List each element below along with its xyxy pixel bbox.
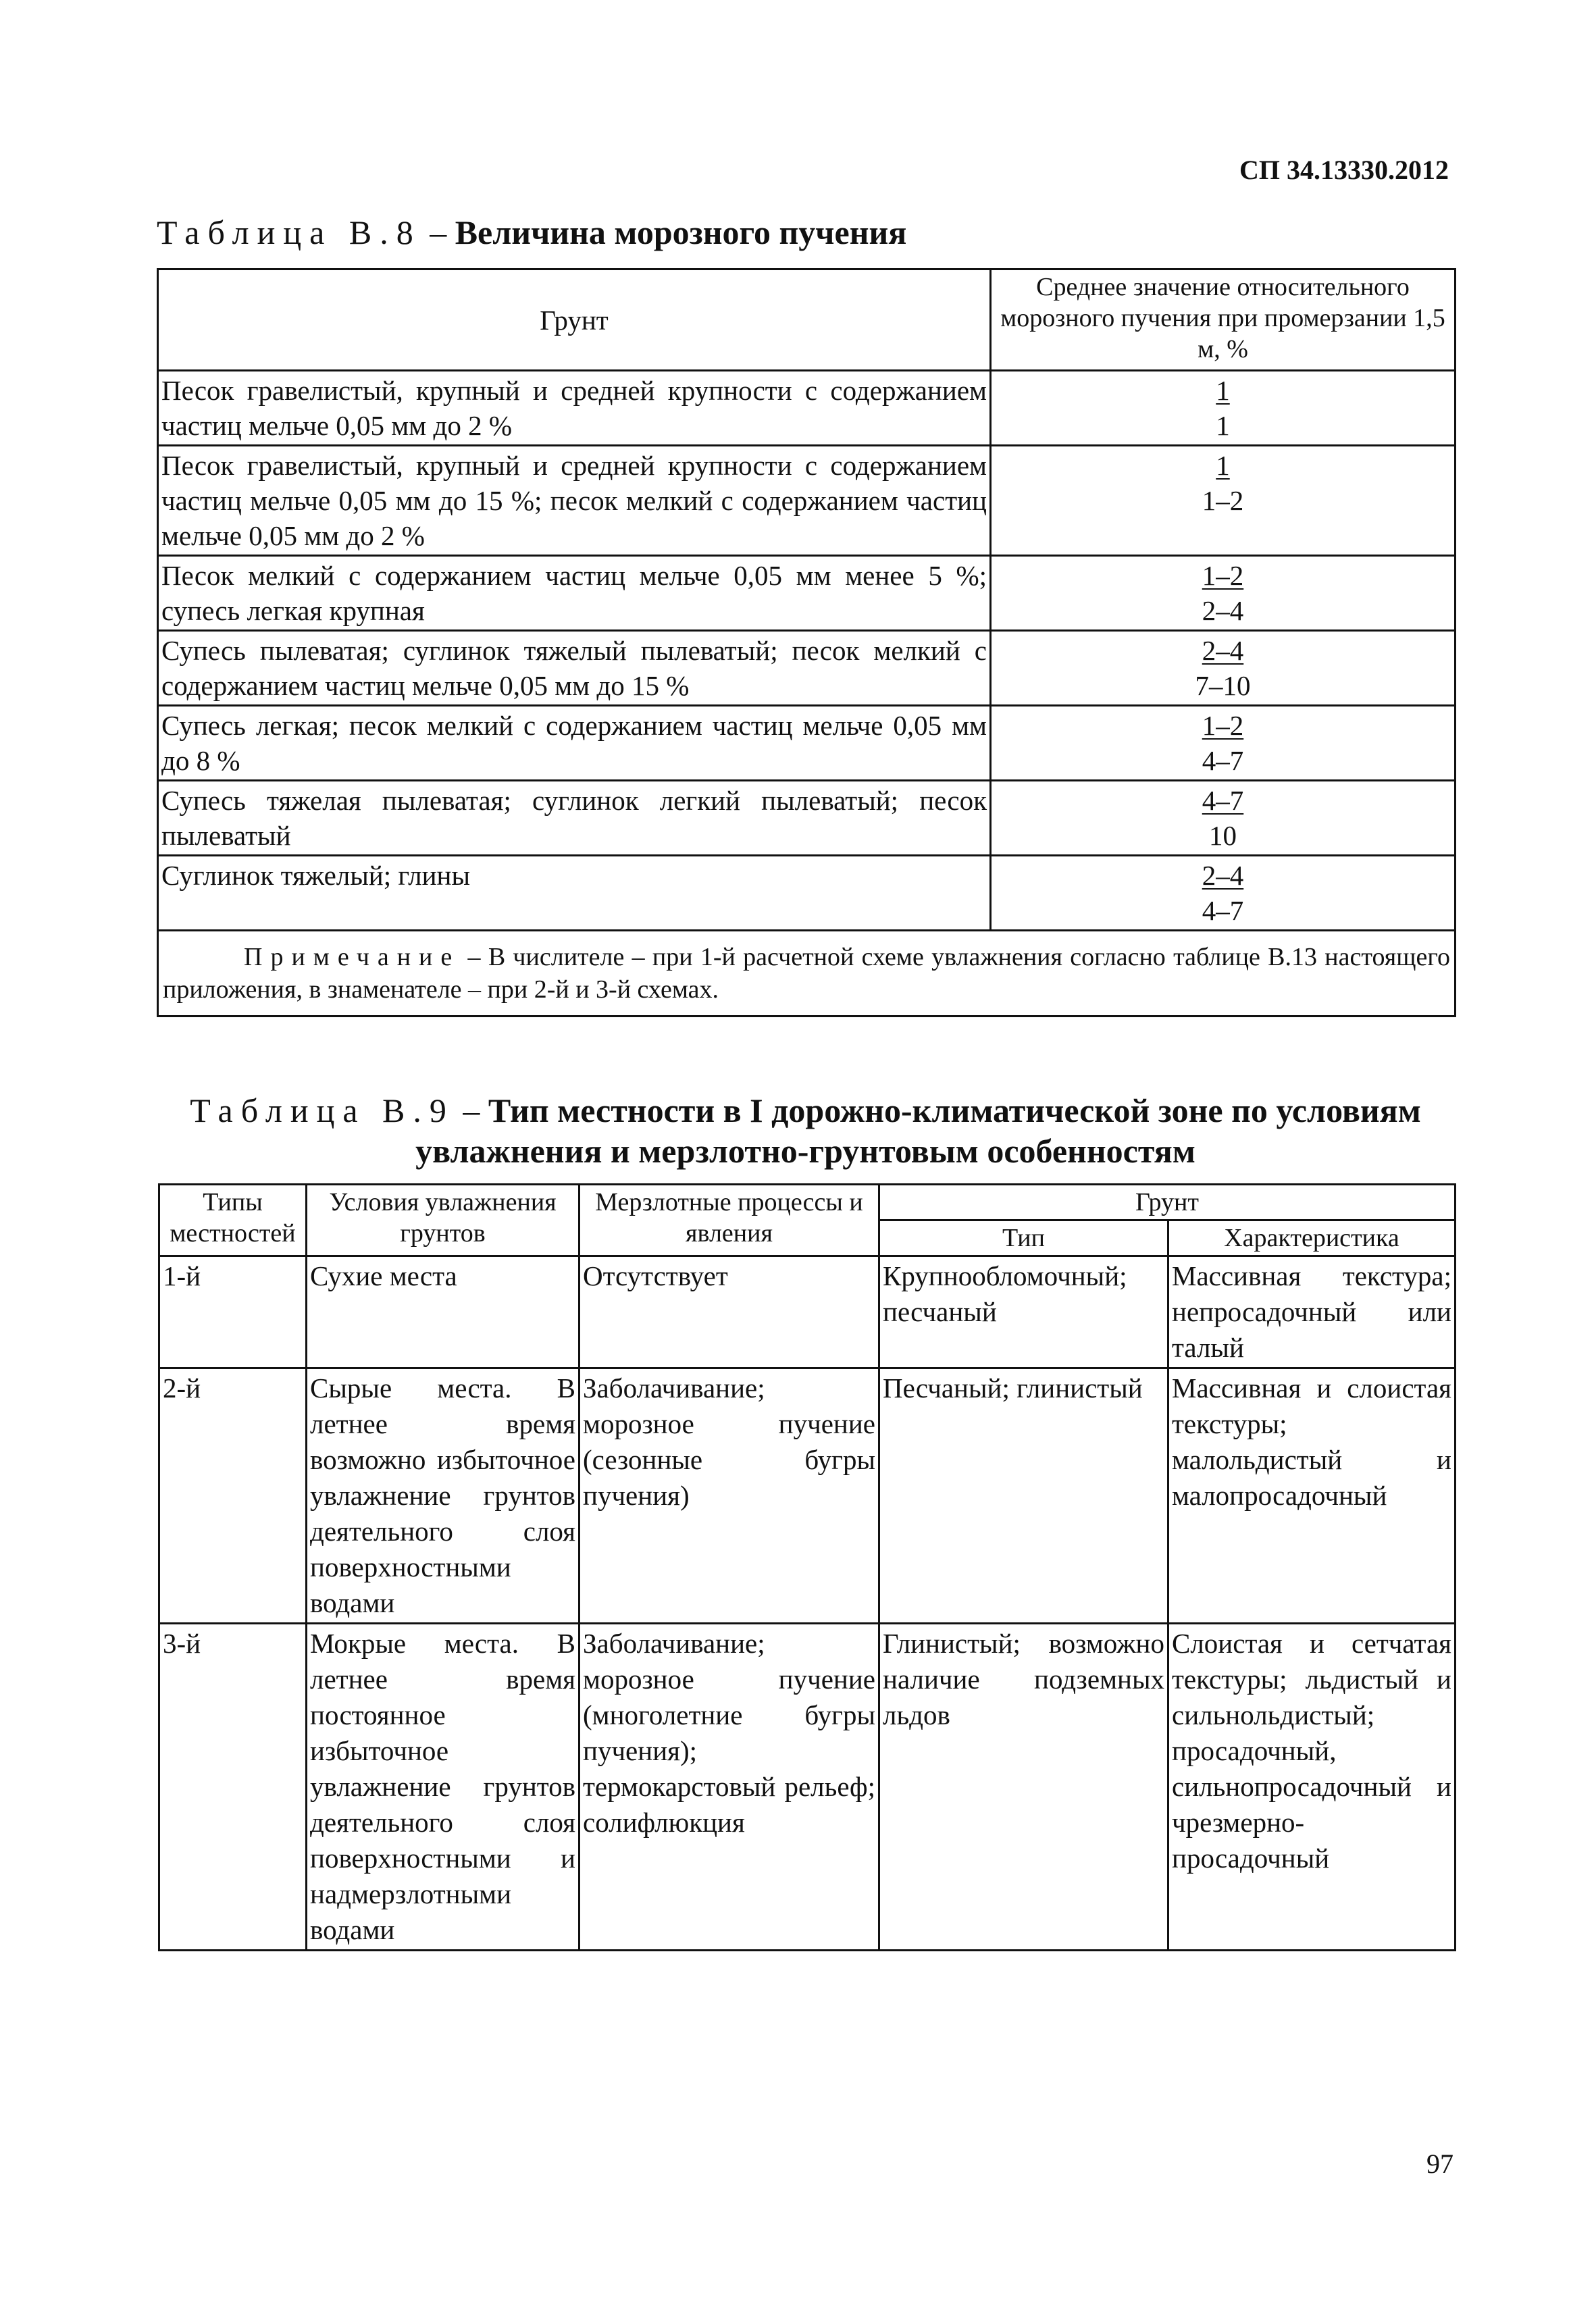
- value-cell: [991, 856, 1456, 931]
- header-frost: Мерзлотные процессы и явления: [580, 1185, 879, 1256]
- table-row: [158, 556, 1456, 631]
- value-cell: [991, 556, 1456, 631]
- fraction-numerator: 4–7: [1202, 785, 1244, 816]
- note-label: Примечание: [244, 943, 461, 971]
- table-row: [158, 856, 1456, 931]
- table-header-row: [158, 269, 1456, 371]
- table-row: [158, 706, 1456, 781]
- page-number: 97: [1426, 2149, 1453, 2179]
- header-soil: Грунт: [879, 1185, 1456, 1220]
- soil-char-cell: Слоистая и сетчатая текстуры; льдистый и сильнольдистый; просадочный, сильнопросадочный и чрезмерно-просадочный: [1168, 1624, 1456, 1951]
- header-type: Типы местностей: [159, 1185, 307, 1256]
- header-soil: Грунт: [158, 269, 991, 371]
- table-note: [158, 931, 1456, 1017]
- table-8-label: Таблица В.8: [157, 213, 421, 251]
- table-header-row: [159, 1185, 1456, 1220]
- fraction-denominator: 7–10: [1195, 670, 1251, 701]
- fraction-denominator: 4–7: [1202, 745, 1244, 776]
- soil-type-cell: Крупнообломочный; песчаный: [879, 1256, 1168, 1368]
- moisture-cell: Сырые места. В летнее время возможно избыточное увлажнение грунтов деятельного слоя поверхностными водами: [307, 1368, 580, 1624]
- soil-cell: Супесь тяжелая пылеватая; суглинок легкий пылеватый; песок пылеватый: [158, 781, 991, 856]
- fraction-numerator: 1: [1216, 450, 1230, 481]
- document-code: СП 34.13330.2012: [1239, 155, 1449, 185]
- terrain-type-table: [158, 1183, 1456, 1951]
- soil-cell: Суглинок тяжелый; глины: [158, 856, 991, 931]
- value-cell: [991, 446, 1456, 556]
- note-text: – В числителе – при 1-й расчетной схеме увлажнения согласно таблице В.13 настоящего приложения, в знаменателе – при 2-й и 3-й схемах.: [163, 943, 1450, 1004]
- header-soil-type: Тип: [879, 1220, 1168, 1256]
- table-row: [158, 631, 1456, 706]
- header-value: Среднее значение относительного морозного пучения при промерзании 1,5 м, %: [991, 269, 1456, 371]
- table-row: [158, 371, 1456, 446]
- frost-cell: Отсутствует: [580, 1256, 879, 1368]
- value-cell: [991, 371, 1456, 446]
- value-cell: [991, 706, 1456, 781]
- fraction-numerator: 2–4: [1202, 635, 1244, 666]
- fraction: [1195, 633, 1251, 703]
- soil-cell: Супесь легкая; песок мелкий с содержанием частиц мельче 0,05 мм до 8 %: [158, 706, 991, 781]
- type-cell: 1-й: [159, 1256, 307, 1368]
- table-8-title: Величина морозного пучения: [455, 213, 907, 251]
- soil-cell: Супесь пылеватая; суглинок тяжелый пылеватый; песок мелкий с содержанием частиц мельче 0,05 мм до 15 %: [158, 631, 991, 706]
- fraction-numerator: 1–2: [1202, 560, 1244, 591]
- header-soil-char: Характеристика: [1168, 1220, 1456, 1256]
- moisture-cell: Сухие места: [307, 1256, 580, 1368]
- fraction-denominator: 10: [1209, 820, 1237, 851]
- table-8-caption: Таблица В.8 – Величина морозного пучения: [157, 213, 907, 251]
- fraction-numerator: 1–2: [1202, 710, 1244, 741]
- soil-char-cell: Массивная текстура; непросадочный или талый: [1168, 1256, 1456, 1368]
- fraction: [1202, 448, 1244, 518]
- fraction-numerator: 1: [1216, 375, 1230, 406]
- table-9-title: Тип местности в I дорожно-климатической зоне по условиям увлажнения и мерзлотно-грунтовым особенностям: [415, 1091, 1421, 1170]
- table-row: [158, 781, 1456, 856]
- frost-heave-table: [157, 268, 1456, 1017]
- table-row: [158, 446, 1456, 556]
- table-9-caption: Таблица В.9 – Тип местности в I дорожно-климатической зоне по условиям увлажнения и мерзлотно-грунтовым особенностям: [190, 1091, 1421, 1170]
- table-row: [159, 1624, 1456, 1951]
- fraction-numerator: 2–4: [1202, 860, 1244, 891]
- fraction: [1202, 708, 1244, 778]
- value-cell: [991, 631, 1456, 706]
- soil-cell: Песок мелкий с содержанием частиц мельче 0,05 мм менее 5 %; супесь легкая крупная: [158, 556, 991, 631]
- fraction: [1202, 558, 1244, 628]
- fraction: [1216, 373, 1230, 443]
- soil-char-cell: Массивная и слоистая текстуры; малольдистый и малопросадочный: [1168, 1368, 1456, 1624]
- moisture-cell: Мокрые места. В летнее время постоянное избыточное увлажнение грунтов деятельного слоя поверхностными и надмерзлотными водами: [307, 1624, 580, 1951]
- soil-cell: Песок гравелистый, крупный и средней крупности с содержанием частиц мельче 0,05 мм до 2 %: [158, 371, 991, 446]
- fraction-denominator: 1–2: [1202, 485, 1244, 516]
- soil-cell: Песок гравелистый, крупный и средней крупности с содержанием частиц мельче 0,05 мм до 15 %; песок мелкий с содержанием частиц мельче 0,05 мм до 2 %: [158, 446, 991, 556]
- table-note-row: [158, 931, 1456, 1017]
- type-cell: 3-й: [159, 1624, 307, 1951]
- table-row: [159, 1368, 1456, 1624]
- fraction: [1202, 783, 1244, 853]
- type-cell: 2-й: [159, 1368, 307, 1624]
- fraction-denominator: 2–4: [1202, 595, 1244, 626]
- frost-cell: Заболачивание; морозное пучение (сезонные бугры пучения): [580, 1368, 879, 1624]
- soil-type-cell: Глинистый; возможно наличие подземных льдов: [879, 1624, 1168, 1951]
- frost-cell: Заболачивание; морозное пучение (многолетние бугры пучения); термокарстовый рельеф; солифлюкция: [580, 1624, 879, 1951]
- value-cell: [991, 781, 1456, 856]
- fraction: [1202, 858, 1244, 928]
- fraction-denominator: 1: [1216, 410, 1230, 441]
- header-moisture: Условия увлажнения грунтов: [307, 1185, 580, 1256]
- table-9-label: Таблица В.9: [190, 1091, 455, 1129]
- fraction-denominator: 4–7: [1202, 895, 1244, 926]
- soil-type-cell: Песчаный; глинистый: [879, 1368, 1168, 1624]
- table-row: [159, 1256, 1456, 1368]
